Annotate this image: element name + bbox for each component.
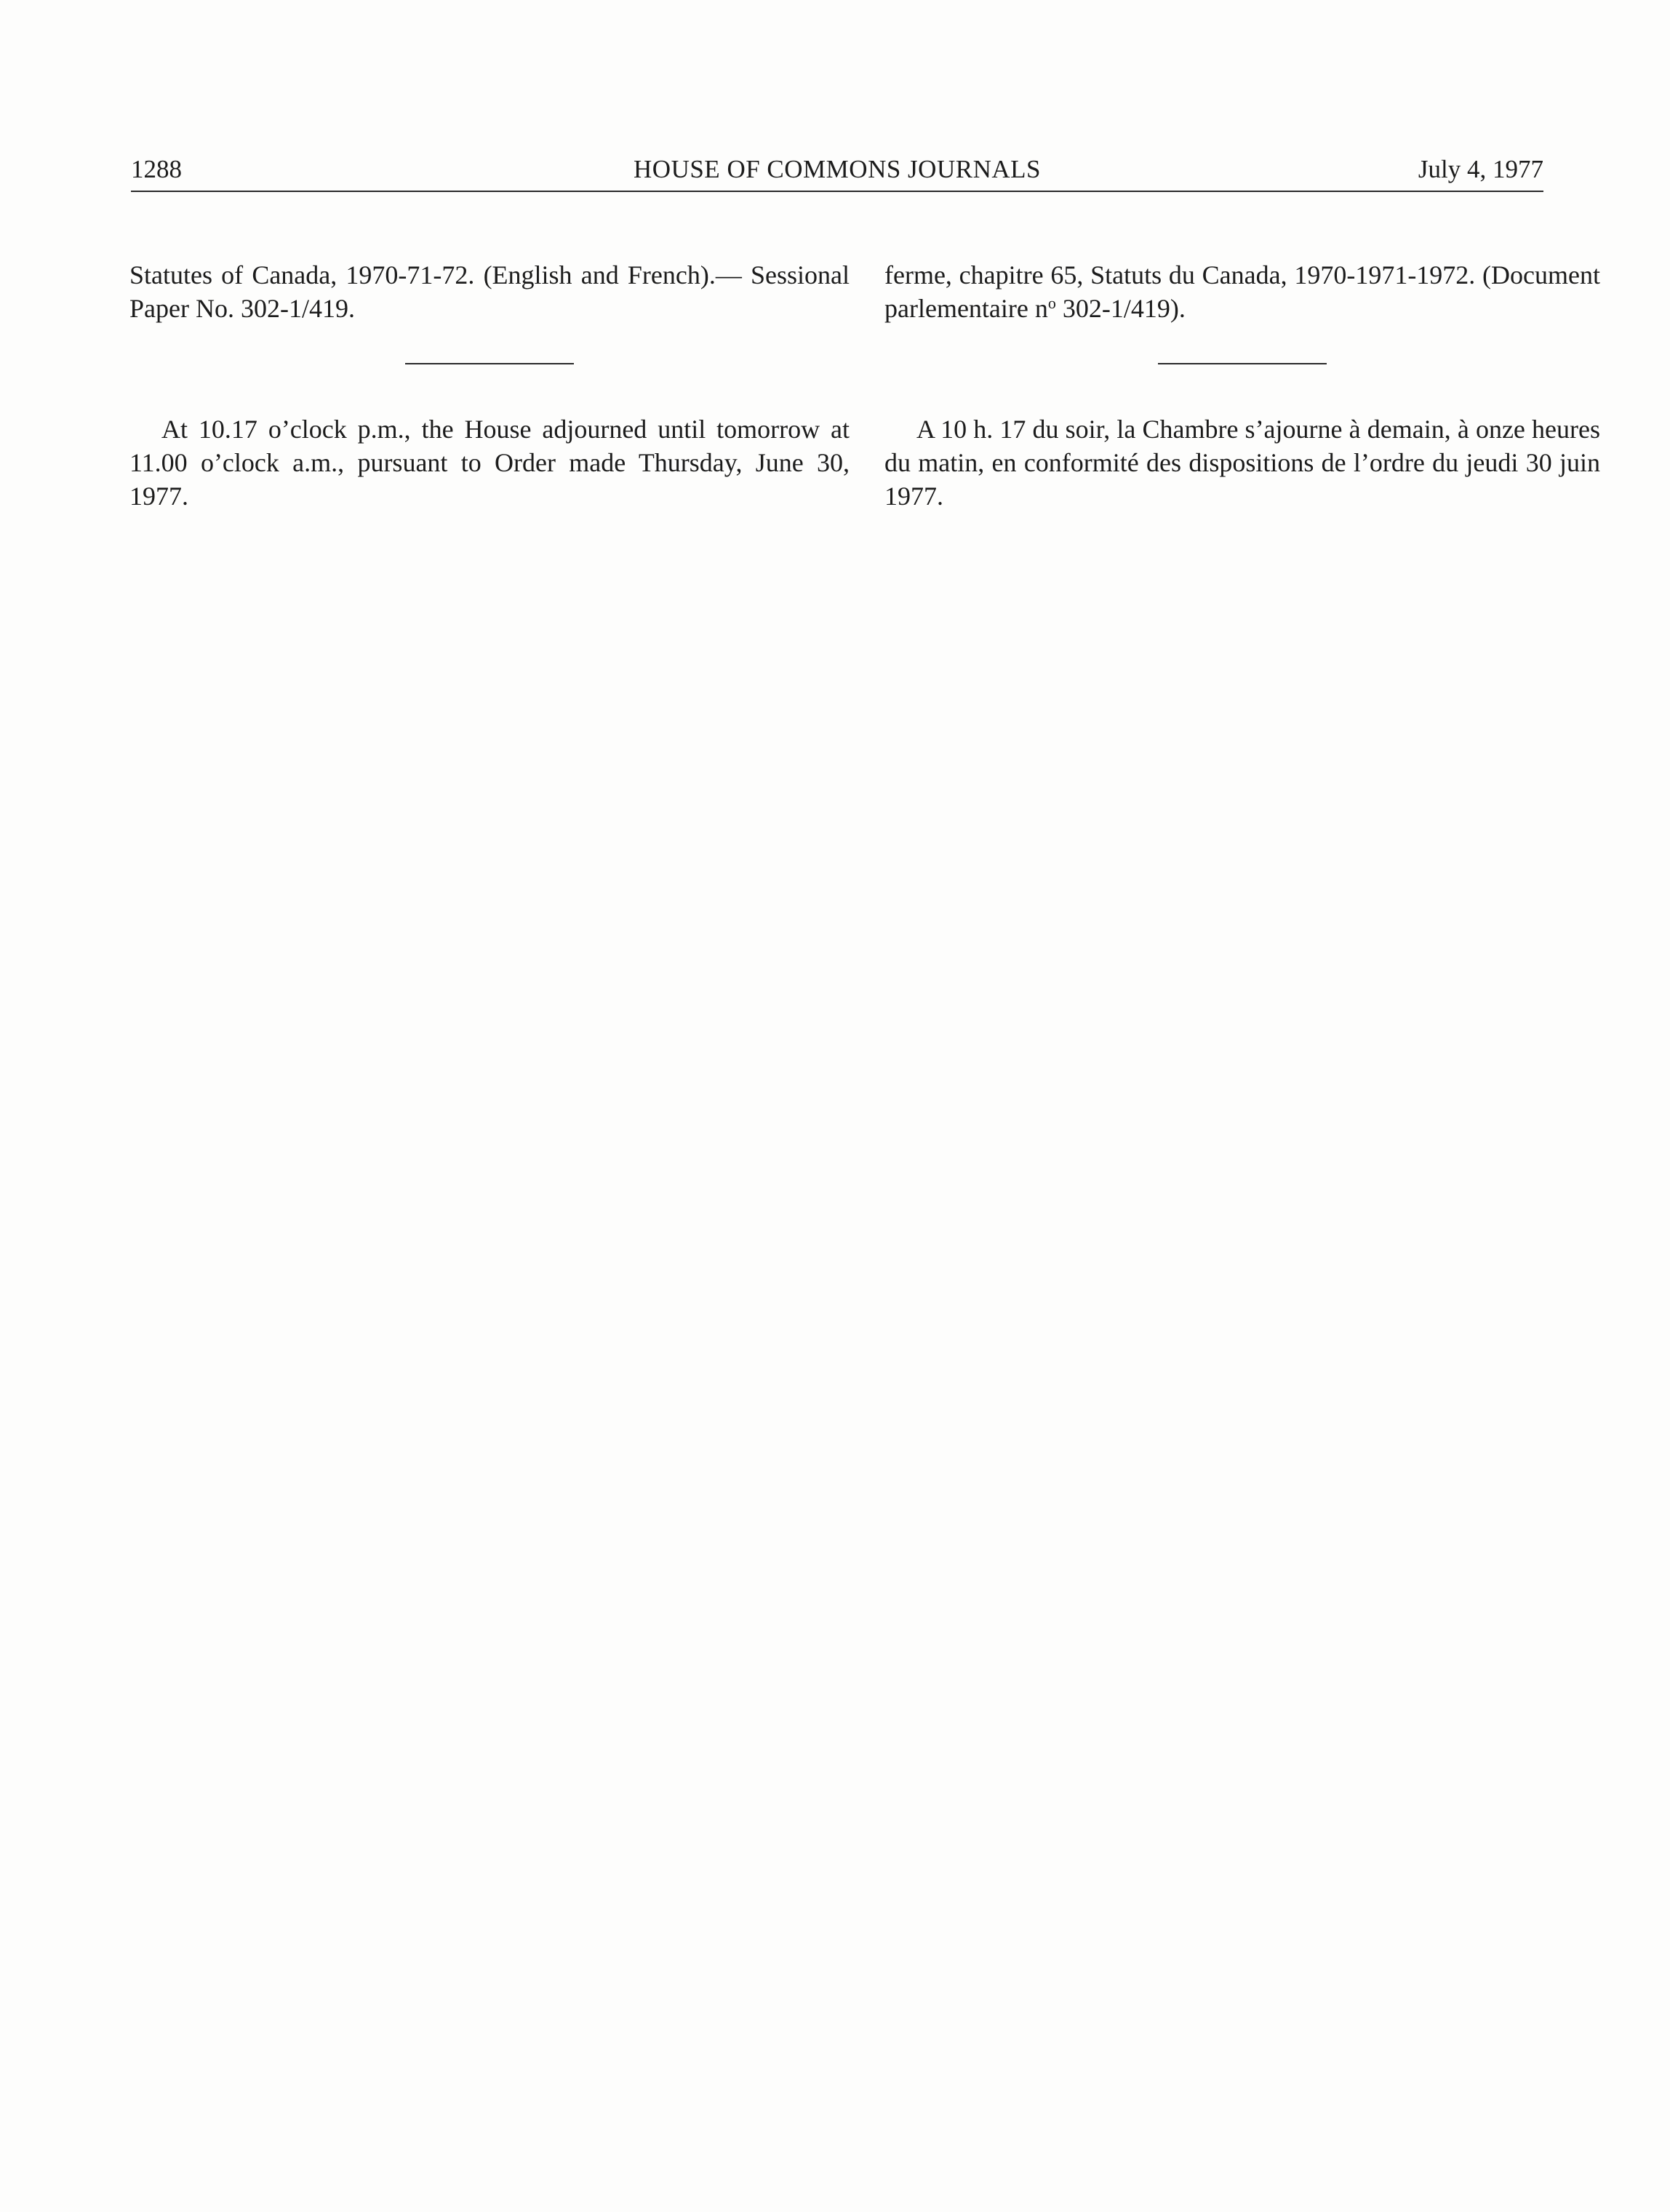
french-separator-rule xyxy=(1158,363,1327,364)
journal-date: July 4, 1977 xyxy=(1418,155,1543,183)
french-p1-text: ferme, chapitre 65, Statuts du Canada, 1970-1971-1972. (Document parlementaire n xyxy=(884,260,1600,323)
header-rule xyxy=(131,191,1543,192)
journal-title: HOUSE OF COMMONS JOURNALS xyxy=(634,155,1041,183)
english-sessional-paper-paragraph: Statutes of Canada, 1970-71-72. (English and French).— Sessional Paper No. 302-1/419. xyxy=(129,260,850,323)
french-column xyxy=(884,258,1600,513)
english-separator-rule xyxy=(405,363,574,364)
running-head xyxy=(131,150,1543,189)
french-sessional-paper-paragraph xyxy=(884,258,1600,325)
french-p1-text-end: 302-1/419). xyxy=(1055,294,1186,323)
english-column xyxy=(129,258,850,513)
french-p1-superscript: o xyxy=(1047,294,1056,312)
page-number: 1288 xyxy=(131,155,182,183)
english-adjournment-paragraph: At 10.17 o’clock p.m., the House adjourned until tomorrow at 11.00 o’clock a.m., pursuant to Order made Thursday, June 30, 1977. xyxy=(129,415,850,511)
french-adjournment-paragraph: A 10 h. 17 du soir, la Chambre s’ajourne à demain, à onze heures du matin, en conformité des dispositions de l’ordre du jeudi 30 juin 1977. xyxy=(884,415,1600,511)
